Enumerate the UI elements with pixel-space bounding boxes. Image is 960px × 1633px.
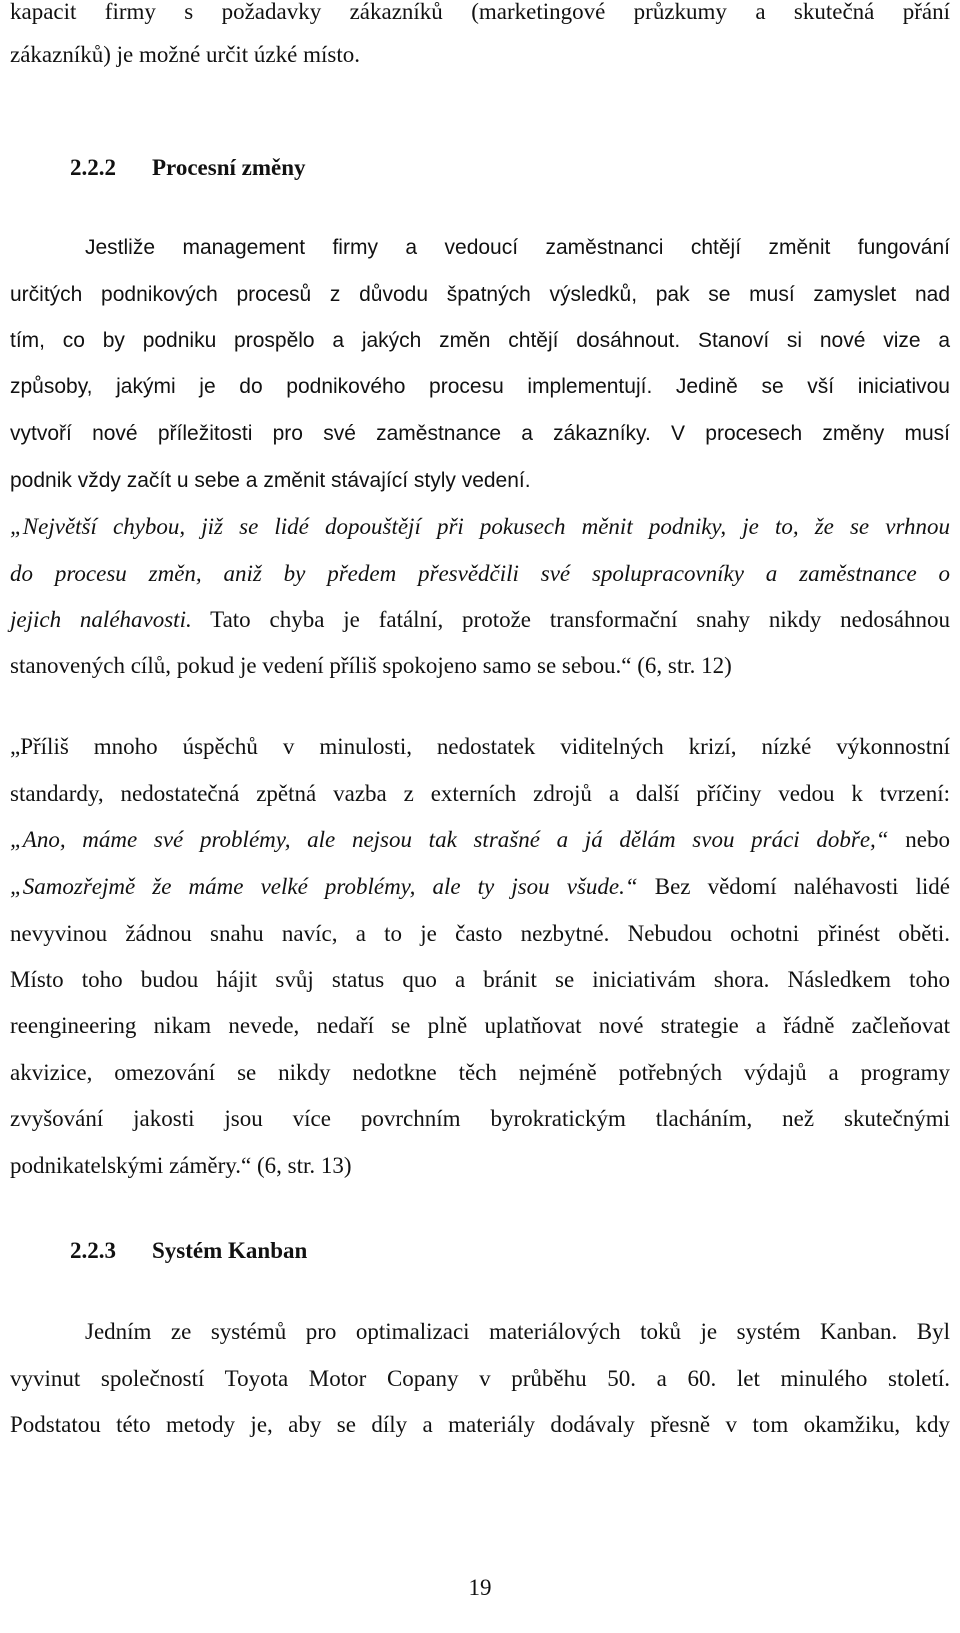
- document-page: [10, 0, 950, 1633]
- paragraph-line: kapacit firmy s požadavky zákazníků (marketingové průzkumy a skutečná přání: [10, 0, 950, 24]
- quote-line: [10, 872, 950, 902]
- quote-line: Místo toho budou hájit svůj status quo a bránit se iniciativám shora. Následkem toho: [10, 967, 950, 992]
- quote-regular-part: Bez vědomí naléhavosti lidé: [637, 874, 950, 899]
- paragraph-line: vyvinut společností Toyota Motor Copany v průběhu 50. a 60. let minulého století.: [10, 1366, 950, 1391]
- quote-line: stanovených cílů, pokud je vedení příliš spokojeno samo se sebou.“ (6, str. 12): [10, 653, 732, 678]
- paragraph-line: Podstatou této metody je, aby se díly a materiály dodávaly přesně v tom okamžiku, kdy: [10, 1412, 950, 1437]
- quote-regular-part: Tato chyba je fatální, protože transformační snahy nikdy nedosáhnou: [191, 607, 950, 632]
- quote-italic-part: „Ano, máme své problémy, ale nejsou tak strašné a já dělám svou práci dobře,“: [10, 827, 889, 852]
- section-heading-2-2-2: [70, 153, 306, 183]
- paragraph-line: Jestliže management firmy a vedoucí zaměstnanci chtějí změnit fungování: [85, 236, 950, 259]
- section-title: Systém Kanban: [152, 1238, 308, 1263]
- paragraph-line: podnik vždy začít u sebe a změnit stávající styly vedení.: [10, 469, 531, 492]
- page-number: 19: [468, 1575, 492, 1600]
- paragraph-line: tím, co by podniku prospělo a jakých změn chtějí dosáhnout. Stanoví si nové vize a: [10, 329, 950, 352]
- quote-line: [10, 825, 950, 855]
- paragraph-line: určitých podnikových procesů z důvodu špatných výsledků, pak se musí zamyslet nad: [10, 283, 950, 306]
- section-number: 2.2.3: [70, 1238, 116, 1263]
- quote-line: [10, 605, 950, 635]
- quote-line: reengineering nikam nevede, nedaří se plně uplatňovat nové strategie a řádně začleňovat: [10, 1013, 950, 1038]
- quote-line: standardy, nedostatečná zpětná vazba z externích zdrojů a další příčiny vedou k tvrzení:: [10, 781, 950, 806]
- section-heading-2-2-3: [70, 1236, 307, 1266]
- quote-italic-part: jejich naléhavosti.: [10, 607, 192, 632]
- quote-line: nevyvinou žádnou snahu navíc, a to je často nezbytné. Nebudou ochotni přinést oběti.: [10, 921, 950, 946]
- paragraph-line: vytvoří nové příležitosti pro své zaměstnance a zákazníky. V procesech změny musí: [10, 422, 950, 445]
- quote-line: podnikatelskými záměry.“ (6, str. 13): [10, 1153, 352, 1178]
- section-title: Procesní změny: [152, 155, 306, 180]
- paragraph-line: Jedním ze systémů pro optimalizaci materiálových toků je systém Kanban. Byl: [85, 1319, 950, 1344]
- section-number: 2.2.2: [70, 155, 116, 180]
- quote-line: „Největší chybou, již se lidé dopouštějí při pokusech měnit podniky, je to, že se vrhnou: [10, 514, 950, 539]
- quote-line: do procesu změn, aniž by předem přesvědčili své spolupracovníky a zaměstnance o: [10, 561, 950, 586]
- quote-italic-part: „Samozřejmě že máme velké problémy, ale ty jsou všude.“: [10, 874, 638, 899]
- quote-line: akvizice, omezování se nikdy nedotkne těch nejméně potřebných výdajů a programy: [10, 1060, 950, 1085]
- paragraph-line: způsoby, jakými je do podnikového procesu implementují. Jedině se vší iniciativou: [10, 375, 950, 398]
- paragraph-line: zákazníků) je možné určit úzké místo.: [10, 42, 360, 67]
- quote-line: zvyšování jakosti jsou více povrchním byrokratickým tlacháním, než skutečnými: [10, 1106, 950, 1131]
- quote-regular-part: nebo: [888, 827, 950, 852]
- quote-line: „Příliš mnoho úspěchů v minulosti, nedostatek viditelných krizí, nízké výkonnostní: [10, 734, 950, 759]
